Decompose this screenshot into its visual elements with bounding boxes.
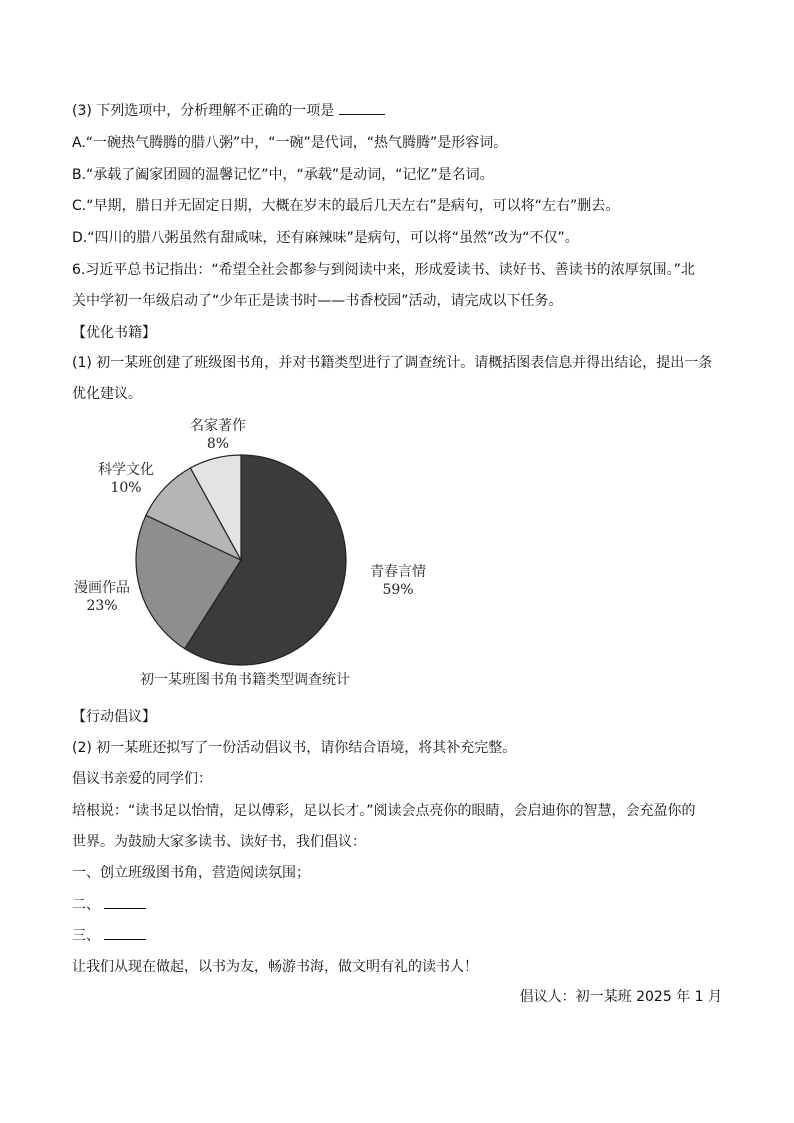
proposal-body-line2: 世界。为鼓励大家多读书、读好书，我们倡议： (72, 834, 366, 850)
pie-slice-name-label: 科学文化 (98, 462, 154, 478)
pie-slice-name-label: 名家著作 (190, 418, 246, 434)
proposal-item-3-blank[interactable] (104, 939, 146, 940)
pie-slice-name-label: 青春言情 (370, 564, 426, 580)
section-title-action-proposal: 【行动倡议】 (72, 709, 156, 725)
q3-option-b: B.“承载了阖家团圆的温馨记忆”中，“承载”是动词，“记忆”是名词。 (72, 167, 494, 183)
chart-title: 初一某班图书角书籍类型调查统计 (140, 672, 350, 688)
proposal-closing: 让我们从现在做起，以书为友，畅游书海，做文明有礼的读书人！ (72, 959, 478, 975)
proposal-body-line1: 培根说：“读书足以怡情，足以傅彩，足以长才。”阅读会点亮你的眼睛，会启迪你的智慧，会充盈你的 (72, 803, 696, 819)
section-title-optimize-books: 【优化书籍】 (72, 325, 156, 341)
pie-slices (136, 455, 346, 665)
q3-answer-blank[interactable] (339, 114, 385, 115)
proposal-item-3: 三、 (72, 927, 146, 945)
proposal-signature: 倡议人：初一某班 2025 年 1 月 (519, 989, 722, 1005)
q6-intro-line2: 关中学初一年级启动了“少年正是读书时——书香校园”活动，请完成以下任务。 (72, 293, 563, 309)
proposal-item-1: 一、创立班级图书角，营造阅读氛围； (72, 865, 310, 881)
pie-chart (0, 400, 794, 700)
pie-slice-percent-label: 59% (382, 582, 414, 598)
proposal-greeting: 倡议书亲爱的同学们： (72, 771, 212, 787)
proposal-item-2: 二、 (72, 896, 146, 914)
q3-option-a: A.“一碗热气腾腾的腊八粥”中，“一碗”是代词，“热气腾腾”是形容词。 (72, 135, 508, 151)
section1-question-line2: 优化建议。 (72, 386, 142, 402)
q3-prompt: (3) 下列选项中，分析理解不正确的一项是 (72, 102, 385, 120)
q3-option-c: C.“早期，腊日并无固定日期，大概在岁末的最后几天左右”是病句，可以将“左右”删去。 (72, 198, 620, 214)
proposal-item-2-blank[interactable] (104, 908, 146, 909)
pie-slice-percent-label: 23% (86, 598, 118, 614)
pie-slice-name-label: 漫画作品 (74, 580, 130, 596)
pie-slice-percent-label: 8% (206, 436, 230, 452)
section1-question-line1: (1) 初一某班创建了班级图书角，并对书籍类型进行了调查统计。请概括图表信息并得出结论，提出一条 (72, 355, 713, 371)
pie-slice-percent-label: 10% (110, 480, 142, 496)
section2-question: (2) 初一某班还拟写了一份活动倡议书，请你结合语境，将其补充完整。 (72, 740, 517, 756)
pie-chart-container (0, 400, 794, 700)
q3-option-d: D.“四川的腊八粥虽然有甜咸味，还有麻辣味”是病句，可以将“虽然”改为“不仅”。 (72, 230, 579, 246)
q6-intro-line1: 6.习近平总书记指出：“希望全社会都参与到阅读中来，形成爱读书、读好书、善读书的浓厚氛围。”北 (72, 262, 695, 278)
